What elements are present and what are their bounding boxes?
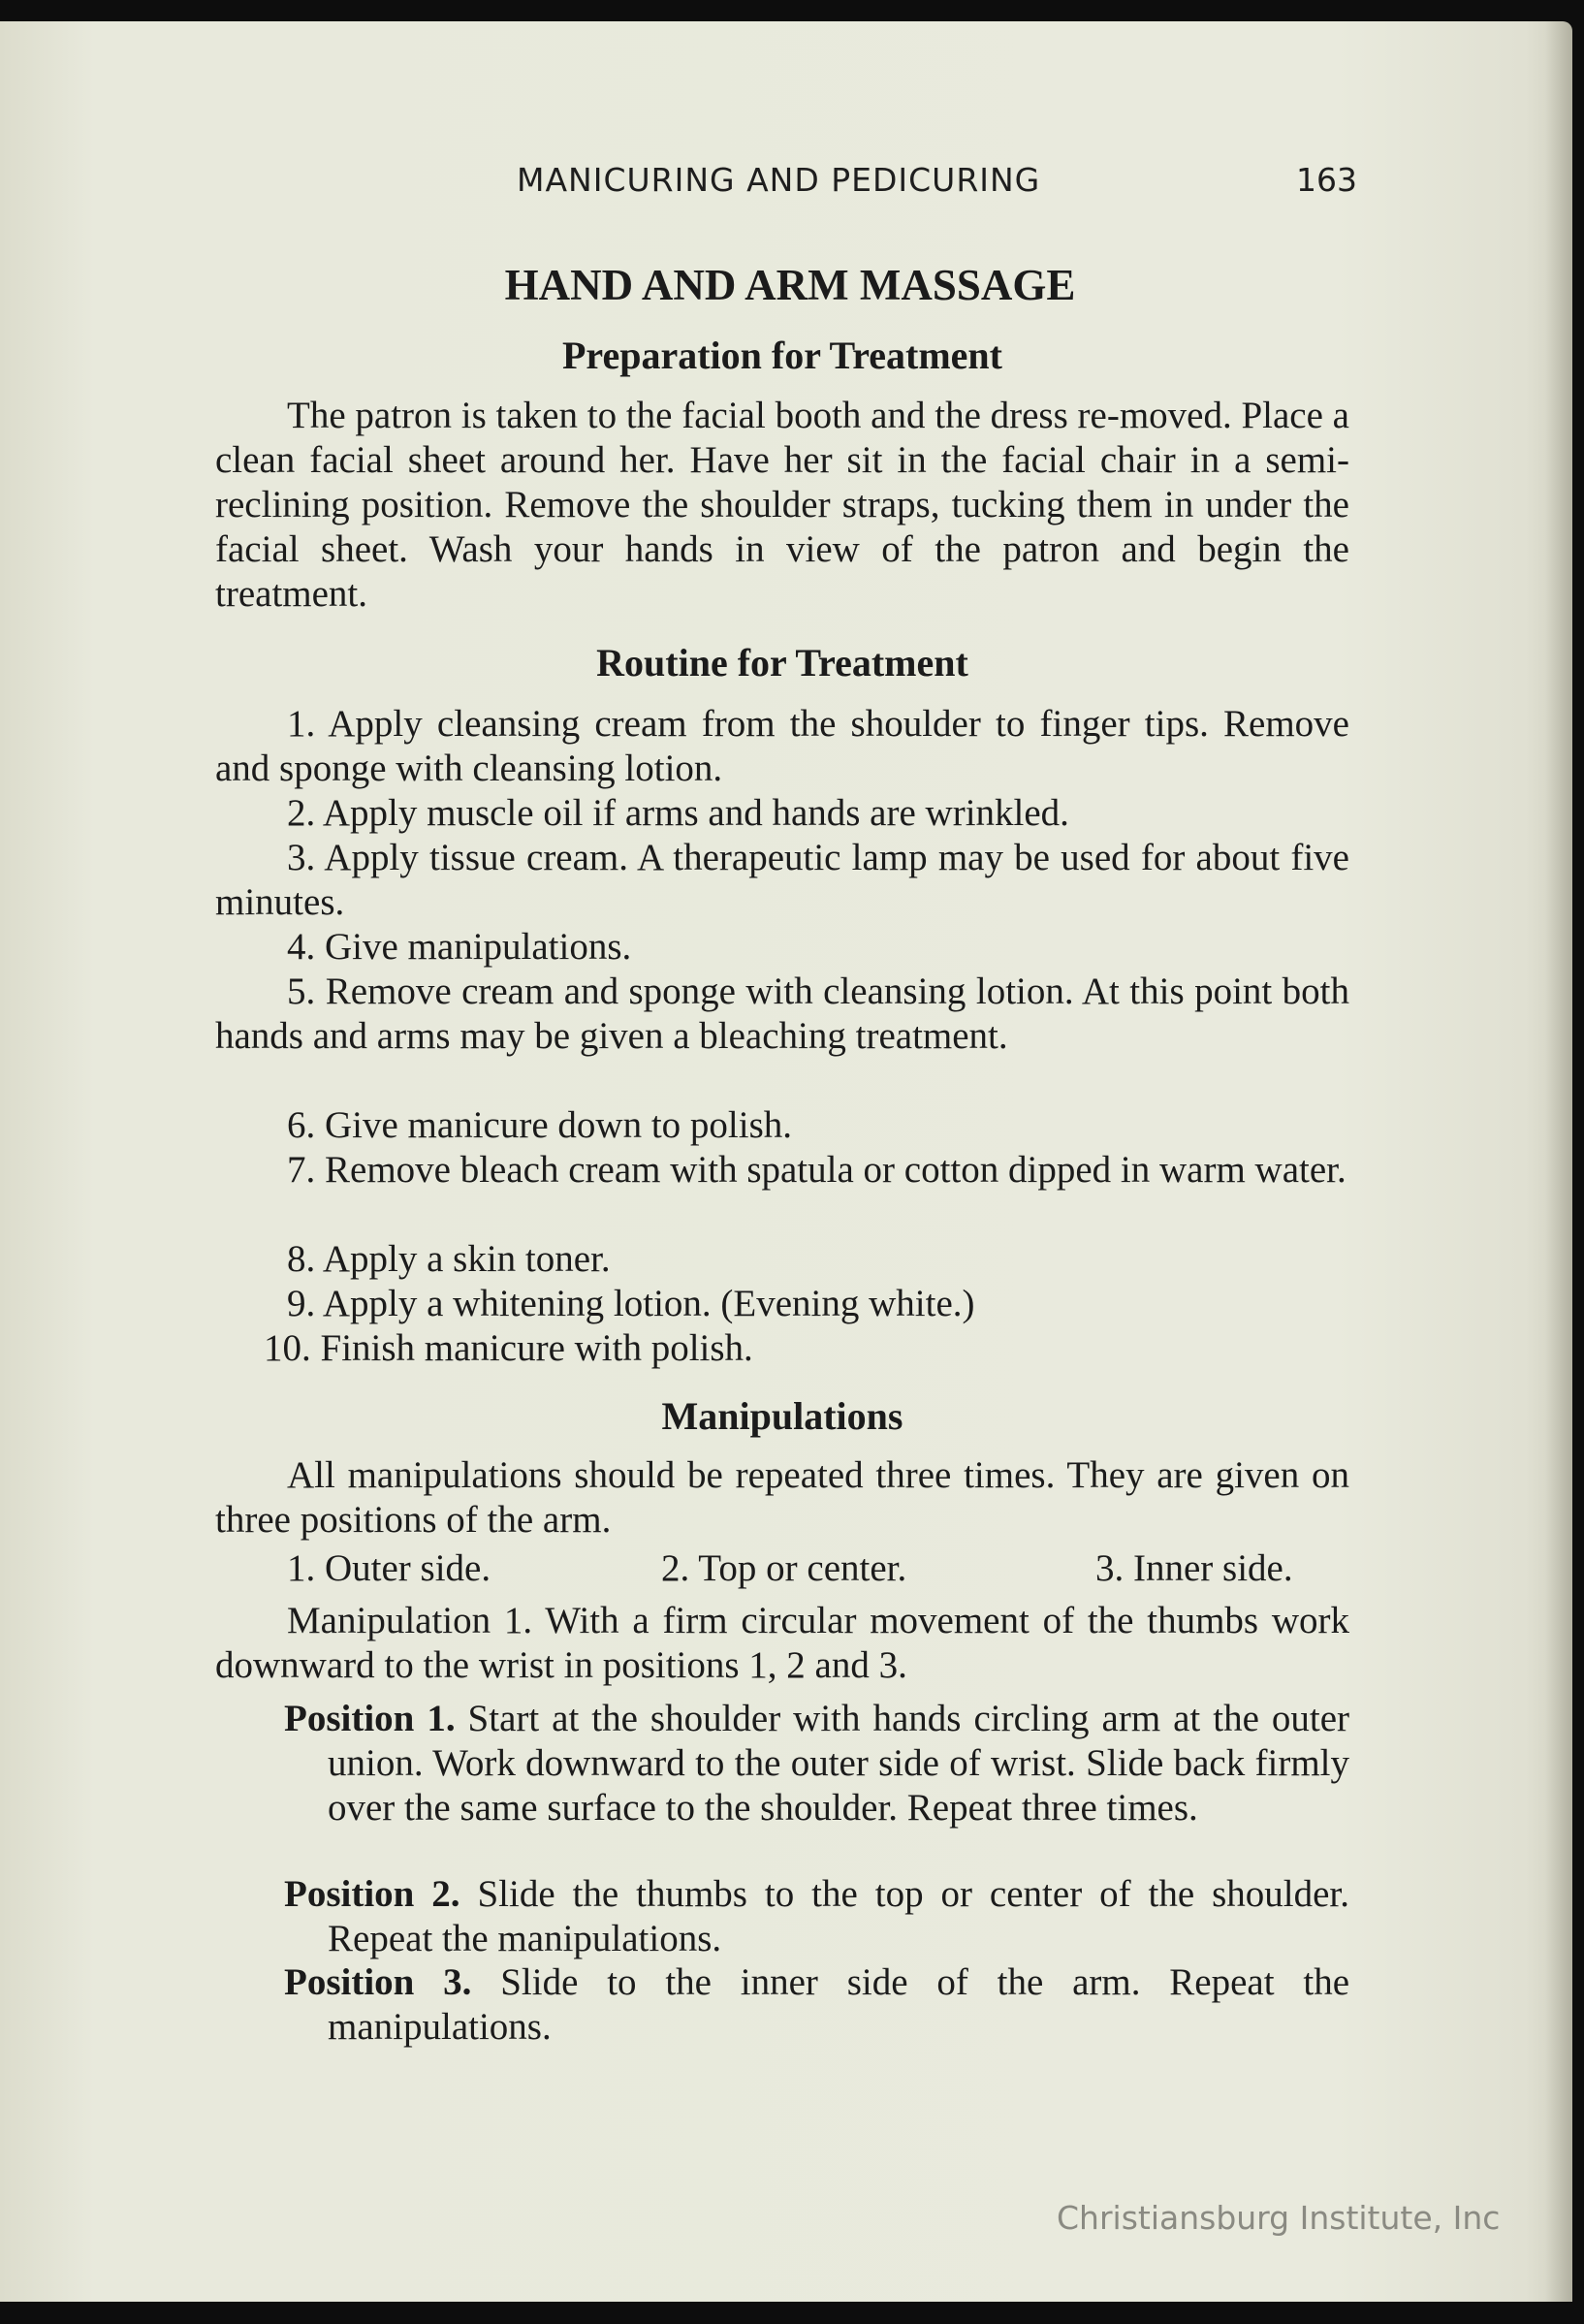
step-text: Remove bleach cream with spatula or cotton dipped in warm water. <box>325 1149 1346 1191</box>
step-text: Give manipulations. <box>325 926 632 968</box>
page-title-text: HAND AND ARM MASSAGE <box>504 261 1076 309</box>
step-number: 3. <box>287 837 316 878</box>
heading-manipulations: Manipulations <box>661 1394 903 1438</box>
step-number: 7. <box>287 1149 316 1191</box>
step-text: Apply a whitening lotion. (Evening white.) <box>322 1283 975 1324</box>
page-title <box>0 260 1584 310</box>
position-2-block <box>284 1872 1349 1961</box>
watermark: Christiansburg Institute, Inc <box>1057 2199 1501 2237</box>
step-text: Apply a skin toner. <box>322 1238 611 1280</box>
arm-position-top: 2. Top or center. <box>661 1547 907 1589</box>
page-number: 163 <box>1296 161 1357 199</box>
position-3-block <box>284 1960 1349 2050</box>
preparation-paragraph: The patron is taken to the facial booth and the dress re-moved. Place a clean facial sheet around her. Have her sit in the facial chair in a semi-reclining position. Remove the shoulder straps, tucking them in under the facial sheet. Wash your hands in view of the patron and begin the treatment. <box>215 395 1349 615</box>
manipulations-intro: All manipulations should be repeated three times. They are given on three positions of the arm. <box>215 1454 1349 1541</box>
step-text: Remove cream and sponge with cleansing lotion. At this point both hands and arms may be given a bleaching treatment. <box>215 971 1350 1057</box>
position-text: Slide the thumbs to the top or center of the shoulder. Repeat the manipulations. <box>328 1873 1350 1959</box>
position-1-block <box>284 1697 1349 1831</box>
manipulation-1-paragraph: Manipulation 1. With a firm circular movement of the thumbs work downward to the wrist in positions 1, 2 and 3. <box>215 1600 1349 1686</box>
arm-position-outer: 1. Outer side. <box>287 1547 491 1589</box>
position-text: Start at the shoulder with hands circling arm at the outer union. Work downward to the outer side of wrist. Slide back firmly over the same surface to the shoulder. Repeat three times. <box>328 1698 1349 1829</box>
routine-step-1 <box>215 702 1349 791</box>
step-text: Apply cleansing cream from the shoulder to finger tips. Remove and sponge with cleansing lotion. <box>215 703 1349 789</box>
step-number: 2. <box>287 792 316 834</box>
routine-step-5 <box>215 970 1349 1059</box>
routine-step-7 <box>215 1148 1349 1193</box>
routine-step-9 <box>215 1282 1349 1326</box>
routine-step-6 <box>215 1103 1349 1148</box>
step-number: 1. <box>287 703 316 745</box>
arm-position-inner: 3. Inner side. <box>1095 1547 1293 1589</box>
routine-step-8 <box>215 1237 1349 1282</box>
routine-step-2 <box>215 791 1349 836</box>
routine-step-4 <box>215 925 1349 970</box>
position-label: Position 2. <box>284 1873 460 1915</box>
heading-preparation: Preparation for Treatment <box>562 334 1002 377</box>
routine-step-10 <box>215 1326 1349 1371</box>
step-number: 4. <box>287 926 316 968</box>
page-spine-shadow <box>1545 21 1572 2302</box>
step-text: Give manicure down to polish. <box>325 1104 792 1146</box>
step-number: 9. <box>287 1283 316 1324</box>
step-text: Finish manicure with polish. <box>320 1327 753 1369</box>
running-head: MANICURING AND PEDICURING <box>517 161 1041 199</box>
step-text: Apply muscle oil if arms and hands are wrinkled. <box>322 792 1069 834</box>
step-number: 6. <box>287 1104 316 1146</box>
position-label: Position 3. <box>284 1961 472 2003</box>
step-number: 5. <box>287 971 316 1012</box>
step-text: Apply tissue cream. A therapeutic lamp may be used for about five minutes. <box>215 837 1349 923</box>
position-label: Position 1. <box>284 1698 456 1739</box>
step-number: 10. <box>264 1327 311 1369</box>
step-number: 8. <box>287 1238 316 1280</box>
heading-routine: Routine for Treatment <box>596 641 968 684</box>
routine-step-3 <box>215 836 1349 925</box>
position-text: Slide to the inner side of the arm. Repeat the manipulations. <box>328 1961 1350 2048</box>
